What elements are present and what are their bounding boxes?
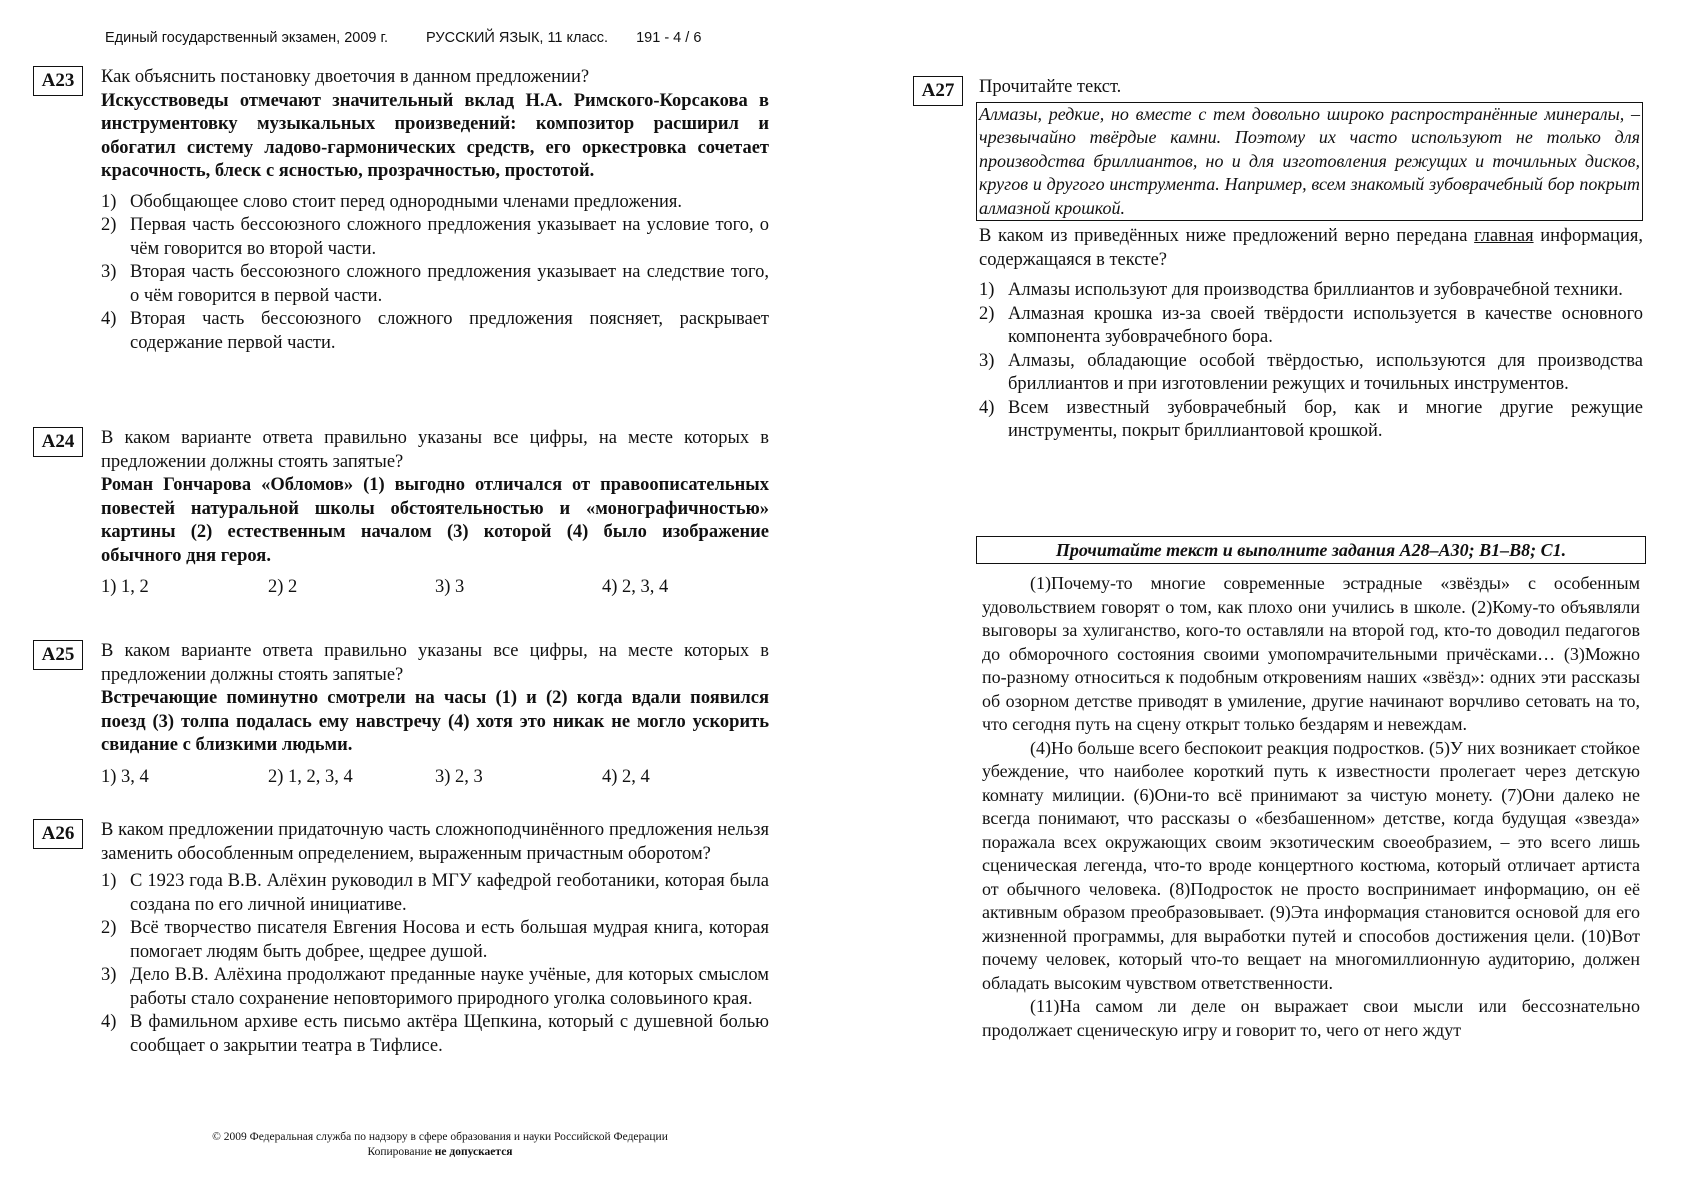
- task-tag: А25: [33, 640, 83, 670]
- task-sentence: Встречающие поминутно смотрели на часы (1) и (2) когда вдали появился поезд (3) толпа подалась ему навстречу (4) хотя это никак не могло ускорить свидание с близкими людьми.: [101, 688, 769, 755]
- copy-notice: Копирование не допускается: [367, 1146, 513, 1158]
- task-tag: А24: [33, 427, 83, 457]
- answer-option: 2) 1, 2, 3, 4: [268, 766, 353, 787]
- page-footer: [160, 1130, 720, 1160]
- page-header: [105, 30, 701, 46]
- task-question: В каком варианте ответа правильно указаны все цифры, на месте которых в предложении должны стоять запятые?: [101, 428, 769, 472]
- answer-options: [101, 766, 769, 790]
- reading-section: [976, 536, 1646, 1042]
- reading-paragraph: (1)Почему-то многие современные эстрадные «звёзды» с особенным удовольствием говорят о том, как плохо они учились в школе. (2)Кому-то объявляли выговоры за хулиганство, кого-то оставляли на второй год, кто-то доводил педагогов до обморочного состояния своими умопомрачительными причёсками… (3)Можно по-разному относиться к подобным откровениям наших «звёзд»: одних эти рассказы об озорном детстве приводят в умиление, другие начинают ворчливо сетовать на то, что сегодня путь на сцену открыт только бездарям и невеждам.: [982, 573, 1640, 734]
- answer-option: 4) 2, 4: [602, 766, 650, 787]
- answer-option: 3) Дело В.В. Алёхина продолжают преданные науке учёные, для которых смыслом работы стало сохранение неповторимого природного уголка соловьиного края.: [101, 965, 769, 1009]
- answer-option: 4) Вторая часть бессоюзного сложного предложения поясняет, раскрывает содержание первой части.: [101, 309, 769, 353]
- answer-option: 1) 1, 2: [101, 577, 149, 597]
- task-tag: А26: [33, 819, 83, 849]
- task-tag: А23: [33, 66, 83, 96]
- answer-option: 4) В фамильном архиве есть письмо актёра Щепкина, который с душевной болью сообщает о закрытии театра в Тифлисе.: [101, 1012, 769, 1056]
- subject-title: РУССКИЙ ЯЗЫК, 11 класс.: [426, 30, 609, 46]
- task-question: В каком предложении придаточную часть сложноподчинённого предложения нельзя заменить обособленным определением, выраженным причастным оборотом?: [101, 820, 769, 864]
- answer-option: 3) Алмазы, обладающие особой твёрдостью, используются для производства бриллиантов и при изготовлении режущих и точильных инструментов.: [979, 350, 1643, 394]
- answer-option: 2) Первая часть бессоюзного сложного предложения указывает на условие того, о чём говорится во второй части.: [101, 215, 769, 259]
- task-tag: А27: [913, 76, 963, 106]
- answer-option: 2) Алмазная крошка из-за своей твёрдости используется в качестве основного компонента зубоврачебного бора.: [979, 303, 1643, 347]
- answer-option: 2) Всё творчество писателя Евгения Носова и есть большая мудрая книга, которая помогает людям быть добрее, щедрее душой.: [101, 918, 769, 962]
- copyright-line: © 2009 Федеральная служба по надзору в сфере образования и науки Российской Федерации: [212, 1131, 668, 1143]
- reading-paragraph: (11)На самом ли деле он выражает свои мысли или бессознательно продолжает сценическую игру и говорит то, чего от него ждут: [982, 996, 1640, 1040]
- answer-options: [101, 576, 769, 600]
- answer-option: 1) 3, 4: [101, 766, 149, 787]
- reading-banner: Прочитайте текст и выполните задания А28–А30; В1–В8; С1.: [976, 536, 1646, 564]
- answer-option: 3) 2, 3: [435, 766, 483, 787]
- answer-option: 3) 3: [435, 577, 465, 597]
- task-sentence: Искусствоведы отмечают значительный вклад Н.А. Римского-Корсакова в инструментовку музыкальных произведений: композитор расширил и обогатил систему ладово-гармонических средств, его оркестровка сочетает красочность, блеск с ясностью, прозрачностью, простотой.: [101, 90, 769, 181]
- quoted-text: Алмазы, редкие, но вместе с тем довольно широко распространённые минералы, – чрезвычайно твёрдые камни. Поэтому их часто используют не только для производства бриллиантов, но и для изготовления режущих и точильных дисков, кругов и другого инструмента. Например, всем знакомый зубоврачебный бор покрыт алмазной крошкой.: [976, 102, 1643, 222]
- answer-option: 4) 2, 3, 4: [602, 577, 669, 597]
- answer-options: [101, 870, 769, 1058]
- answer-option: 1) Обобщающее слово стоит перед однородными членами предложения.: [101, 191, 683, 212]
- answer-option: 2) 2: [268, 577, 298, 597]
- task-question: Как объяснить постановку двоеточия в данном предложении?: [101, 67, 590, 87]
- answer-option: 1) С 1923 года В.В. Алёхин руководил в МГУ кафедрой геоботаники, которая была создана по его личной инициативе.: [101, 871, 769, 915]
- task-question: Прочитайте текст.: [979, 77, 1122, 97]
- answer-option: 1) Алмазы используют для производства бриллиантов и зубоврачебной техники.: [979, 280, 1623, 300]
- page-code: 191 - 4 / 6: [636, 30, 702, 46]
- exam-title: Единый государственный экзамен, 2009 г.: [105, 30, 389, 46]
- answer-option: 3) Вторая часть бессоюзного сложного предложения указывает на следствие того, о чём говорится в первой части.: [101, 262, 769, 306]
- task-prompt: В каком из приведённых ниже предложений верно передана главная информация, содержащаяся в тексте?: [979, 226, 1643, 270]
- answer-option: 4) Всем известный зубоврачебный бор, как и многие другие режущие инструменты, покрыт бриллиантовой крошкой.: [979, 397, 1643, 441]
- task-sentence: Роман Гончарова «Обломов» (1) выгодно отличался от правоописательных повестей натуральной школы обстоятельностью и «монографичностью» картины (2) естественным началом (3) которой (4) было изображение обычного дня героя.: [101, 475, 769, 566]
- task-question: В каком варианте ответа правильно указаны все цифры, на месте которых в предложении должны стоять запятые?: [101, 641, 769, 685]
- answer-options: [101, 191, 769, 356]
- underlined-word: главная: [1474, 226, 1534, 246]
- reading-paragraph: (4)Но больше всего беспокоит реакция подростков. (5)У них возникает стойкое убеждение, что наиболее короткий путь к известности пролегает через детскую комнату милиции. (6)Они-то всё принимают за чистую монету. (7)Они далеко не всегда понимают, что рассказы о «безбашенном» детстве, когда будущая «звезда» поражала всех окружающих своим экзотическим своеобразием, – это всего лишь сценическая легенда, что-то вроде концертного костюма, который отличает артиста от обычного человека. (8)Подросток не просто воспринимает информацию, он её активным образом преобразовывает. (9)Эта информация становится основой для его жизненной программы, для выработки путей и способов достижения цели. (10)Вот почему человек, который что-то вещает на многомиллионную аудиторию, должен обладать высоким чувством ответственности.: [982, 737, 1640, 993]
- answer-options: [979, 279, 1643, 444]
